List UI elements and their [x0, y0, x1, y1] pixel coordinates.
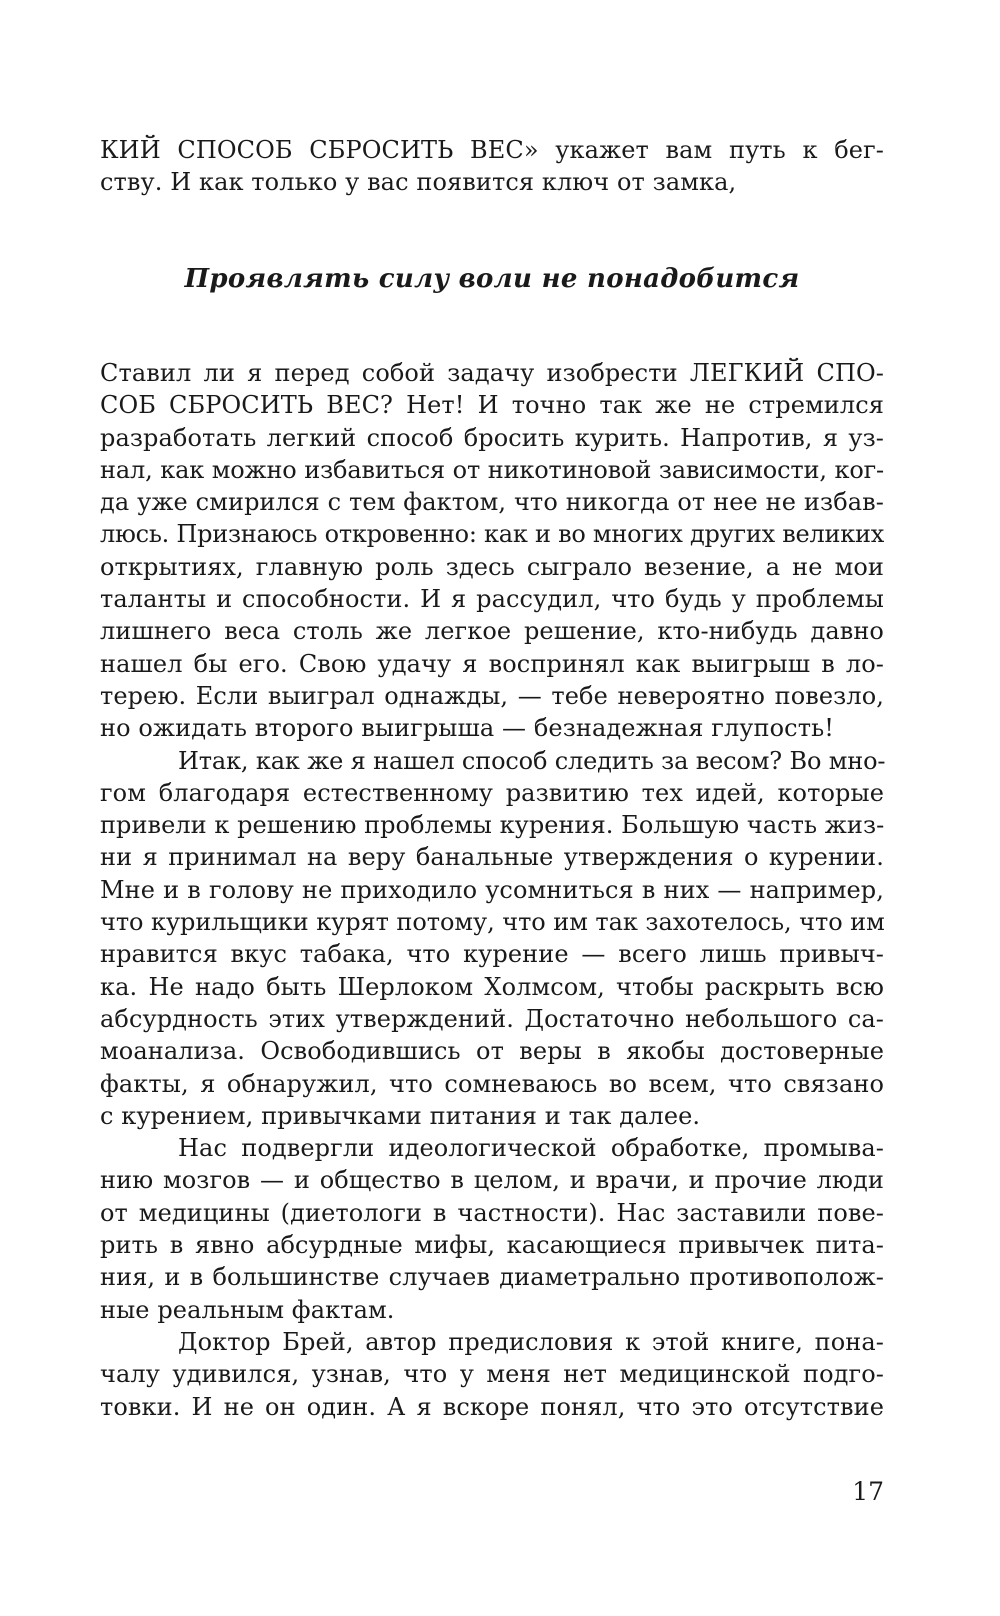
text-line: с курением, привычками питания и так далее.: [100, 1101, 701, 1130]
text-line: нию мозгов — и общество в целом, и врачи, и прочие люди: [100, 1166, 884, 1195]
text-line: Ставил ли я перед собой задачу изобрести ЛЕГКИЙ СПО-: [100, 359, 884, 387]
text-line: терею. Если выиграл однажды, — тебе невероятно повезло,: [100, 681, 884, 710]
text-line: ни я принимал на веру банальные утверждения о курении.: [100, 843, 884, 872]
text-line: гом благодаря естественному развитию тех идей, которые: [100, 778, 884, 807]
text-line: лишнего веса столь же легкое решение, кто-нибудь давно: [100, 617, 884, 646]
text-line: рить в явно абсурдные мифы, касающиеся привычек пита-: [100, 1231, 884, 1260]
text-line: товки. И не он один. А я вскоре понял, что это отсутствие: [100, 1392, 884, 1421]
text-line: Доктор Брей, автор предисловия к этой книге, пона-: [178, 1327, 884, 1356]
text-line: нашел бы его. Свою удачу я воспринял как выигрыш в ло-: [100, 649, 884, 678]
page-number: 17: [852, 1477, 884, 1506]
text-line: Нас подвергли идеологической обработке, промыва-: [178, 1134, 884, 1163]
body-text: [100, 357, 884, 1423]
text-line: ния, и в большинстве случаев диаметрально противополож-: [100, 1263, 884, 1292]
text-line: моанализа. Освободившись от веры в якобы достоверные: [100, 1037, 884, 1066]
section-heading: Проявлять силу воли не понадобится: [184, 264, 800, 294]
text-line: нал, как можно избавиться от никотиновой зависимости, ког-: [100, 455, 884, 484]
text-line: разработать легкий способ бросить курить. Напротив, я уз-: [100, 423, 884, 452]
text-line: от медицины (диетологи в частности). Нас заставили пове-: [100, 1198, 884, 1227]
text-line: таланты и способности. И я рассудил, что будь у проблемы: [100, 585, 884, 614]
text-line: да уже смирился с тем фактом, что никогда от нее не избав-: [100, 488, 884, 517]
text-line: ка. Не надо быть Шерлоком Холмсом, чтобы раскрыть всю: [100, 972, 884, 1001]
text-line: КИЙ СПОСОБ СБРОСИТЬ ВЕС» укажет вам путь к бег-: [100, 136, 884, 164]
text-line: ству. И как только у вас появится ключ от замка,: [100, 168, 737, 197]
text-line: Мне и в голову не приходило усомниться в них — например,: [100, 875, 884, 904]
text-line: но ожидать второго выигрыша — безнадежная глупость!: [100, 714, 834, 743]
text-line: что курильщики курят потому, что им так захотелось, что им: [100, 908, 885, 937]
text-line: люсь. Признаюсь откровенно: как и во многих других великих: [100, 520, 885, 549]
text-line: Итак, как же я нашел способ следить за весом? Во мно-: [178, 746, 886, 775]
text-line: ные реальным фактам.: [100, 1295, 395, 1324]
text-line: факты, я обнаружил, что сомневаюсь во всем, что связано: [100, 1069, 884, 1098]
text-line: абсурдность этих утверждений. Достаточно небольшого са-: [100, 1004, 884, 1033]
text-line: нравится вкус табака, что курение — всего лишь привыч-: [100, 940, 884, 969]
text-line: открытиях, главную роль здесь сыграло везение, а не мои: [100, 552, 884, 581]
text-line: СОБ СБРОСИТЬ ВЕС? Нет! И точно так же не стремился: [100, 391, 884, 420]
text-line: привели к решению проблемы курения. Большую часть жиз-: [100, 811, 885, 840]
text-line: чалу удивился, узнав, что у меня нет медицинской подго-: [100, 1360, 884, 1389]
intro-paragraph: [100, 134, 884, 199]
